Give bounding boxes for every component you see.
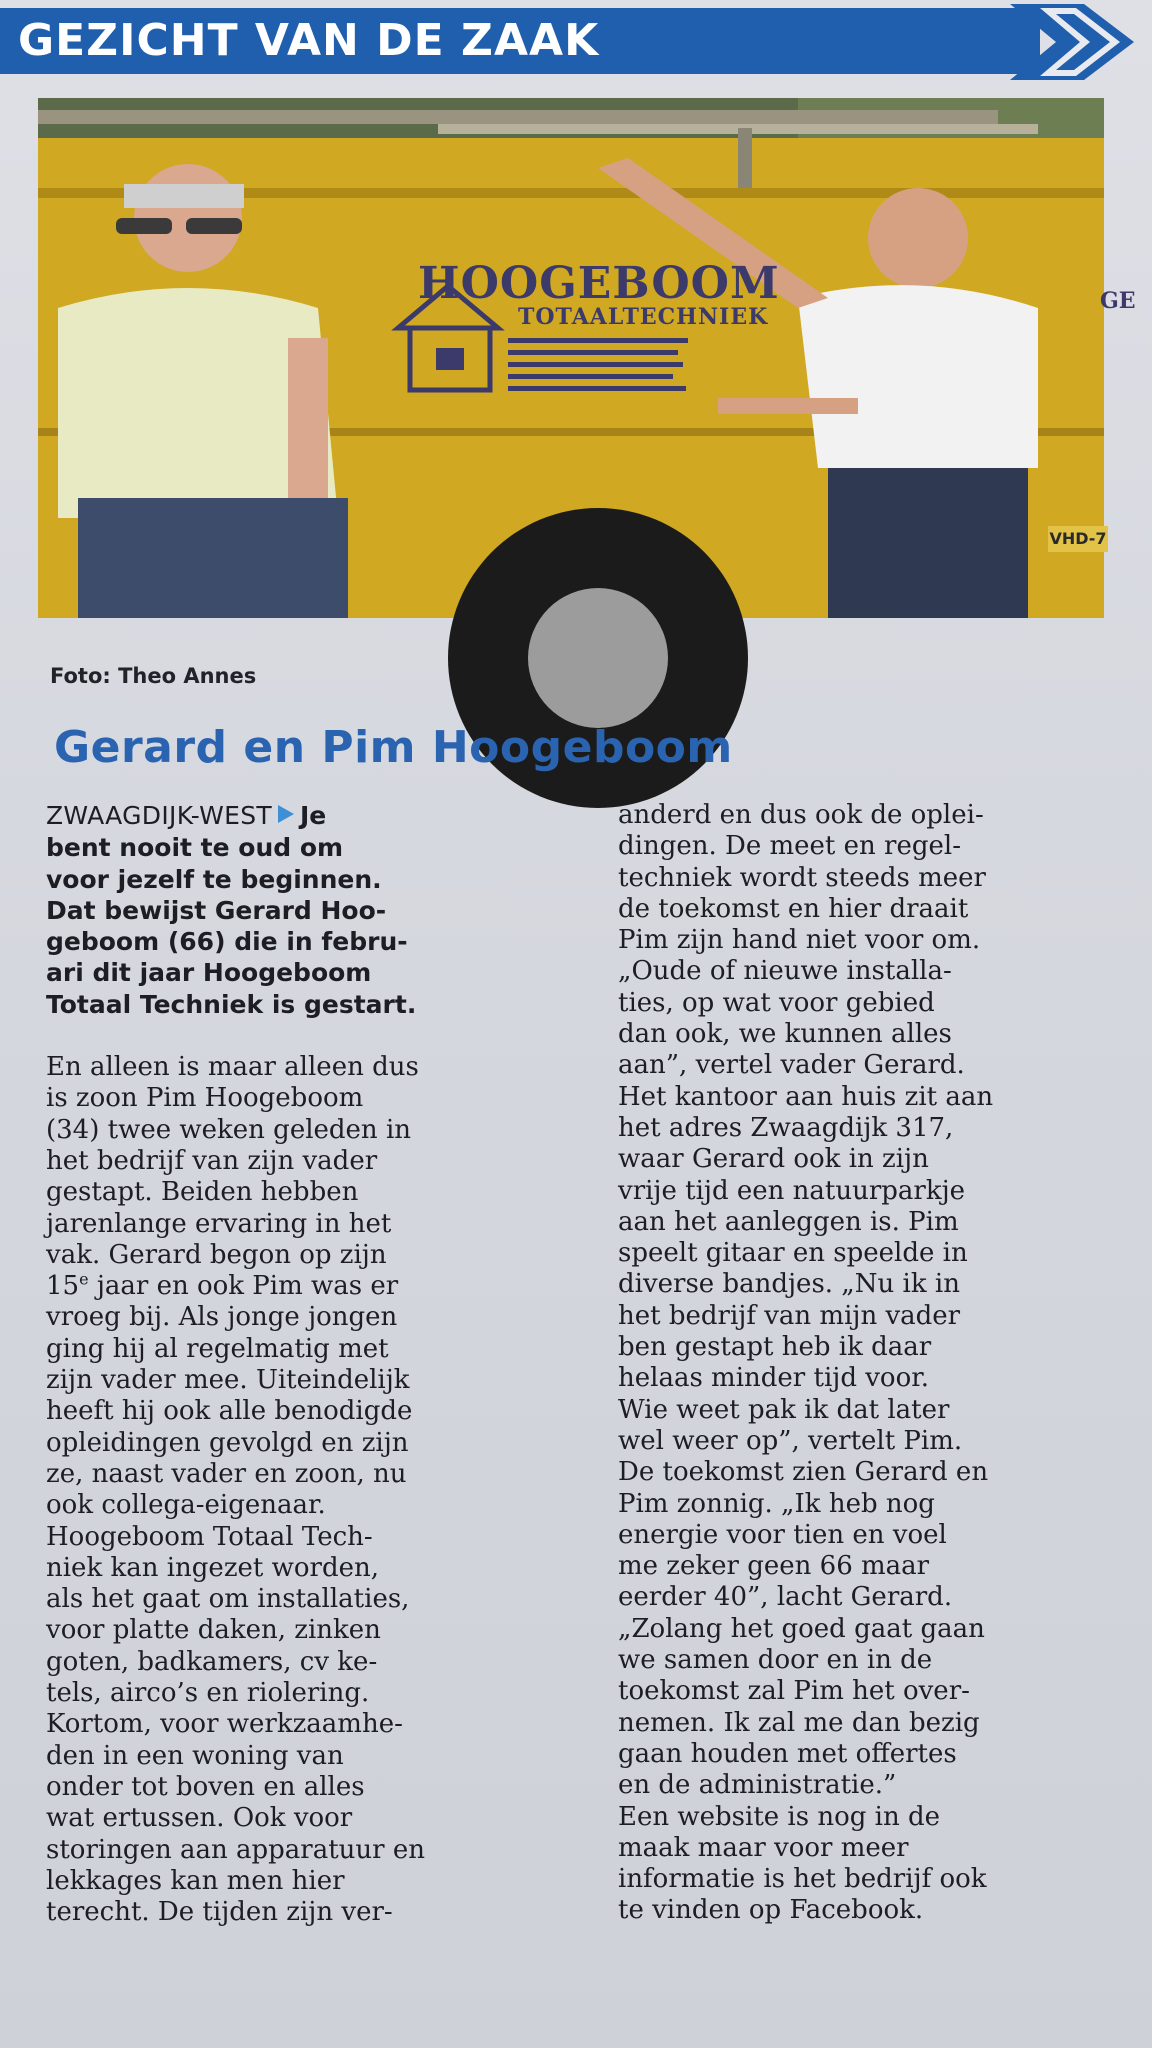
body-line: Dat bewijst Gerard Hoo- — [46, 895, 387, 925]
body-line: tels, airco’s en riolering. — [46, 1678, 370, 1709]
body-line: jarenlange ervaring in het — [46, 1208, 392, 1239]
chevron-right-icon — [1010, 4, 1134, 80]
photo-caption: Foto: Theo Annes — [50, 664, 257, 688]
body-line: speelt gitaar en speelde in — [618, 1238, 968, 1269]
article-intro — [46, 832, 576, 1020]
body-line: lekkages kan men hier — [46, 1865, 345, 1896]
body-line: storingen aan apparatuur en — [46, 1834, 425, 1865]
body-line: aan het aanleggen is. Pim — [618, 1206, 959, 1237]
body-line: goten, badkamers, cv ke- — [46, 1646, 378, 1677]
article-photo — [38, 98, 1136, 618]
body-line: ben gestapt heb ik daar — [618, 1332, 932, 1363]
article-body-part-b — [46, 1302, 576, 1928]
body-line: (34) twee weken geleden in — [46, 1114, 412, 1145]
body-line: techniek wordt steeds meer — [618, 862, 986, 893]
body-line: aan”, vertel vader Gerard. — [618, 1050, 965, 1081]
body-line: ties, op wat voor gebied — [618, 987, 935, 1018]
article-body-right — [618, 800, 1148, 1927]
body-line: zijn vader mee. Uiteindelijk — [46, 1365, 410, 1396]
body-line: De toekomst zien Gerard en — [618, 1457, 989, 1488]
body-line: me zeker geen 66 maar — [618, 1551, 930, 1582]
dateline: ZWAAGDIJK-WEST — [46, 801, 272, 830]
van-brand-text: HOOGEBOOM — [418, 258, 780, 309]
body-line: gaan houden met offertes — [618, 1738, 957, 1769]
body-line: wel weer op”, vertelt Pim. — [618, 1425, 963, 1456]
body-line: Het kantoor aan huis zit aan — [618, 1081, 994, 1112]
van-side-text: GE — [1100, 288, 1136, 314]
body-line: dan ook, we kunnen alles — [618, 1019, 952, 1050]
article-column-left — [46, 800, 576, 1928]
body-line: het adres Zwaagdijk 317, — [618, 1112, 954, 1143]
body-line: „Oude of nieuwe installa- — [618, 956, 952, 987]
body-line: Wie weet pak ik dat later — [618, 1394, 950, 1425]
body-line: onder tot boven en alles — [46, 1771, 365, 1802]
body-line: is zoon Pim Hoogeboom — [46, 1083, 364, 1114]
body-line: wat ertussen. Ook voor — [46, 1803, 353, 1834]
van-subtitle-text: TOTAALTECHNIEK — [518, 304, 769, 330]
body-line: het bedrijf van mijn vader — [618, 1300, 961, 1331]
body-line: we samen door en in de — [618, 1645, 933, 1676]
body-line: het bedrijf van zijn vader — [46, 1145, 378, 1176]
body-line: geboom (66) die in febru- — [46, 927, 408, 957]
body-line: ook collega-eigenaar. — [46, 1490, 326, 1521]
body-line: vroeg bij. Als jonge jongen — [46, 1302, 398, 1333]
body-line: Totaal Techniek is gestart. — [46, 989, 417, 1019]
body-line: niek kan ingezet worden, — [46, 1552, 379, 1583]
body-line: „Zolang het goed gaat gaan — [618, 1613, 985, 1644]
section-banner — [0, 8, 1040, 74]
body-line: opleidingen gevolgd en zijn — [46, 1427, 409, 1458]
body-line: Pim zijn hand niet voor om. — [618, 925, 981, 956]
intro-line: Je — [299, 801, 327, 830]
body-line: 15e jaar en ook Pim was er — [46, 1269, 399, 1302]
article-body-part-a — [46, 1052, 576, 1271]
body-line: den in een woning van — [46, 1740, 344, 1771]
body-line: Kortom, voor werkzaamhe- — [46, 1709, 403, 1740]
body-line: terecht. De tijden zijn ver- — [46, 1897, 393, 1928]
body-line: eerder 40”, lacht Gerard. — [618, 1582, 953, 1613]
article-headline: Gerard en Pim Hoogeboom — [54, 722, 733, 773]
body-line: vrije tijd een natuurparkje — [618, 1175, 966, 1206]
body-line: informatie is het bedrijf ook — [618, 1864, 987, 1895]
body-line: als het gaat om installaties, — [46, 1584, 410, 1615]
license-plate: VHD-7 — [1048, 526, 1108, 552]
body-line: Hoogeboom Totaal Tech- — [46, 1521, 373, 1552]
body-line: de toekomst en hier draait — [618, 893, 969, 924]
body-line: maak maar voor meer — [618, 1832, 909, 1863]
body-line: waar Gerard ook in zijn — [618, 1144, 929, 1175]
body-line: ging hij al regelmatig met — [46, 1333, 389, 1364]
body-line: diverse bandjes. „Nu ik in — [618, 1269, 960, 1300]
body-line: toekomst zal Pim het over- — [618, 1676, 970, 1707]
body-line: Een website is nog in de — [618, 1801, 941, 1832]
body-line: ze, naast vader en zoon, nu — [46, 1458, 407, 1489]
body-line: Pim zonnig. „Ik heb nog — [618, 1488, 935, 1519]
body-line: voor jezelf te beginnen. — [46, 864, 382, 894]
body-line: heeft hij ook alle benodigde — [46, 1396, 413, 1427]
body-line: energie voor tien en voel — [618, 1519, 947, 1550]
body-line: en de administratie.” — [618, 1770, 897, 1801]
body-line: En alleen is maar alleen dus — [46, 1052, 419, 1083]
section-title: GEZICHT VAN DE ZAAK — [18, 15, 600, 66]
article-column-right — [618, 800, 1148, 1927]
body-line: bent nooit te oud om — [46, 833, 344, 863]
body-line: helaas minder tijd voor. — [618, 1363, 930, 1394]
body-line: anderd en dus ook de oplei- — [618, 800, 984, 830]
body-line: nemen. Ik zal me dan bezig — [618, 1707, 980, 1738]
body-line: voor platte daken, zinken — [46, 1615, 381, 1646]
triangle-icon — [278, 805, 294, 823]
body-line: ari dit jaar Hoogeboom — [46, 958, 372, 988]
body-line: dingen. De meet en regel- — [618, 831, 961, 862]
body-line: te vinden op Facebook. — [618, 1895, 924, 1926]
photo-illustration — [38, 98, 1104, 618]
body-line: vak. Gerard begon op zijn — [46, 1239, 387, 1270]
body-line: gestapt. Beiden hebben — [46, 1177, 359, 1208]
